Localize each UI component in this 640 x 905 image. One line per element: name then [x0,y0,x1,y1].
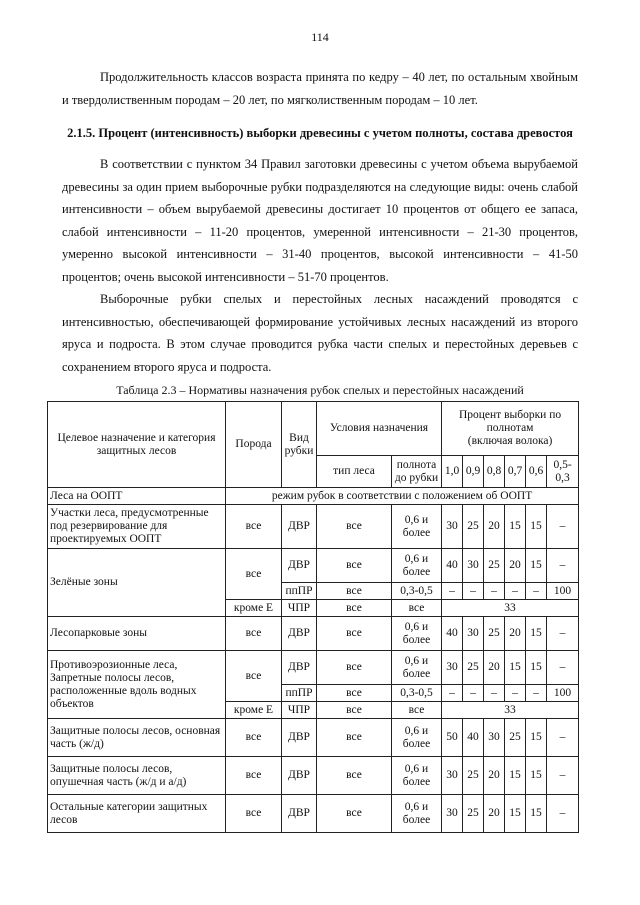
cell-species: все [226,795,282,833]
cell-forest-type: все [317,757,392,795]
cell-pct-merged: 33 [442,600,579,617]
cell-pct-merged: 33 [442,702,579,719]
cell-pct-08: 20 [484,757,505,795]
cell-density: 0,6 и более [392,651,442,685]
cell-pct-07: 20 [505,549,526,583]
row-label: Остальные категории защитных лесов [48,795,226,833]
row-green-1 [48,549,579,583]
row-label: Зелёные зоны [48,549,226,617]
header-forest-type: тип леса [317,456,392,488]
cell-pct-06: 15 [526,617,547,651]
cell-pct-06: 15 [526,757,547,795]
cell-cut-type: ДВР [282,549,317,583]
cell-cut-type: ппПР [282,685,317,702]
cell-pct-07: 15 [505,757,526,795]
cell-pct-10: 30 [442,505,463,549]
cell-pct-06: – [526,685,547,702]
cell-pct-08: 20 [484,795,505,833]
cell-pct-05: – [547,651,579,685]
cell-cut-type: ппПР [282,583,317,600]
cell-density: 0,6 и более [392,549,442,583]
cell-cut-type: ЧПР [282,702,317,719]
cell-cut-type: ДВР [282,651,317,685]
cell-species: все [226,505,282,549]
cell-pct-05: – [547,549,579,583]
row-label: Лесопарковые зоны [48,617,226,651]
cell-pct-08: 25 [484,549,505,583]
cell-density: 0,6 и более [392,757,442,795]
cell-cut-type: ЧПР [282,600,317,617]
cell-forest-type: все [317,549,392,583]
cell-cut-type: ДВР [282,795,317,833]
header-density-09: 0,9 [463,456,484,488]
row-label: Участки леса, предусмотренные под резервирование для проектируемых ООПТ [48,505,226,549]
header-percent [442,402,579,456]
header-density-07: 0,7 [505,456,526,488]
table-header-row [48,402,579,456]
header-percent-title: Процент выборки по полнотам [458,409,562,434]
cell-density: 0,6 и более [392,795,442,833]
header-density-05: 0,5-0,3 [547,456,579,488]
row-rail [48,719,579,757]
cell-pct-05: 100 [547,685,579,702]
cell-cut-type: ДВР [282,505,317,549]
row-label: Леса на ООПТ [48,488,226,505]
cell-pct-09: 30 [463,549,484,583]
cell-density: 0,3-0,5 [392,583,442,600]
cell-pct-08: 20 [484,505,505,549]
cell-pct-05: – [547,757,579,795]
cell-species: все [226,617,282,651]
cell-forest-type: все [317,702,392,719]
paragraph-selective-cuts: Выборочные рубки спелых и перестойных лесных насаждений проводятся с интенсивностью, обеспечивающей формирование устойчивых лесных насаждений из второго яруса и подроста. В этом случае проводится рубка части спелых и перестойных деревьев с сохранением второго яруса и подроста. [62,292,578,374]
cell-pct-05: – [547,719,579,757]
cell-pct-07: 15 [505,795,526,833]
row-label: Защитные полосы лесов, основная часть (ж/д) [48,719,226,757]
cell-pct-06: 15 [526,505,547,549]
cell-forest-type: все [317,600,392,617]
cell-cut-type: ДВР [282,617,317,651]
cell-pct-06: 15 [526,651,547,685]
cell-species: все [226,549,282,600]
page-number: 114 [311,30,329,44]
row-edge [48,757,579,795]
cell-pct-09: 30 [463,617,484,651]
cell-pct-07: 20 [505,617,526,651]
cell-pct-08: 25 [484,617,505,651]
cell-pct-05: – [547,795,579,833]
paragraph-cut-types: В соответствии с пунктом 34 Правил заготовки древесины с учетом объема вырубаемой древесины за один прием выборочные рубки подразделяются на следующие виды: очень слабой интенсивности – объем вырубаемой древесины достигает 10 процентов от общего ее запаса, слабой интенсивности – 11-20 процентов, умеренной интенсивности – 21-30 процентов, умеренно высокой интенсивности – 31-40 процентов, высокой интенсивности – 41-50 процентов; очень высокой интенсивности – 51-70 процентов. [62,157,578,284]
cell-density: 0,6 и более [392,505,442,549]
cell-pct-10: 30 [442,795,463,833]
cell-pct-07: 15 [505,651,526,685]
cell-pct-09: 25 [463,757,484,795]
cell-pct-07: 25 [505,719,526,757]
cell-pct-10: 40 [442,617,463,651]
header-density-10: 1,0 [442,456,463,488]
cell-pct-08: 30 [484,719,505,757]
header-density-08: 0,8 [484,456,505,488]
row-oopt-regime: режим рубок в соответствии с положением об ООПТ [226,488,579,505]
header-percent-note: (включая волока) [467,435,553,447]
cell-pct-06: 15 [526,795,547,833]
cell-pct-10: 30 [442,757,463,795]
cell-pct-06: – [526,583,547,600]
header-density: полнота до рубки [392,456,442,488]
cell-pct-05: – [547,617,579,651]
row-oopt [48,488,579,505]
cell-pct-09: 25 [463,505,484,549]
cell-pct-10: 50 [442,719,463,757]
row-reserve [48,505,579,549]
cell-pct-10: – [442,685,463,702]
cell-pct-07: 15 [505,505,526,549]
cell-species: кроме Е [226,702,282,719]
cell-pct-09: 40 [463,719,484,757]
cell-forest-type: все [317,685,392,702]
cell-density: 0,6 и более [392,617,442,651]
cell-forest-type: все [317,583,392,600]
cell-pct-09: 25 [463,651,484,685]
cell-pct-08: – [484,583,505,600]
cell-pct-08: – [484,685,505,702]
header-conditions: Условия назначения [317,402,442,456]
cell-cut-type: ДВР [282,719,317,757]
row-label: Защитные полосы лесов, опушечная часть (ж/д и а/д) [48,757,226,795]
cell-pct-06: 15 [526,719,547,757]
cell-pct-10: – [442,583,463,600]
cell-pct-07: – [505,685,526,702]
row-park [48,617,579,651]
cell-density: все [392,702,442,719]
cell-density: 0,3-0,5 [392,685,442,702]
cell-pct-10: 30 [442,651,463,685]
cell-pct-05: 100 [547,583,579,600]
cell-species: кроме Е [226,600,282,617]
cell-pct-09: – [463,685,484,702]
cell-pct-09: 25 [463,795,484,833]
header-cut-type: Вид рубки [282,402,317,488]
cell-pct-05: – [547,505,579,549]
cell-forest-type: все [317,651,392,685]
row-erosion-1 [48,651,579,685]
cell-pct-07: – [505,583,526,600]
cell-forest-type: все [317,719,392,757]
row-other [48,795,579,833]
cell-forest-type: все [317,505,392,549]
cell-cut-type: ДВР [282,757,317,795]
norms-table [47,401,579,833]
paragraph-age-classes: Продолжительность классов возраста принята по кедру – 40 лет, по остальным хвойным и твердолиственным породам – 20 лет, по мягколиственным породам – 10 лет. [62,70,578,107]
section-heading: 2.1.5. Процент (интенсивность) выборки древесины с учетом полноты, состава древостоя [67,126,573,140]
header-species: Порода [226,402,282,488]
cell-forest-type: все [317,617,392,651]
cell-pct-06: 15 [526,549,547,583]
cell-pct-09: – [463,583,484,600]
header-density-06: 0,6 [526,456,547,488]
cell-species: все [226,651,282,702]
header-purpose: Целевое назначение и категория защитных лесов [48,402,226,488]
cell-pct-08: 20 [484,651,505,685]
cell-density: 0,6 и более [392,719,442,757]
cell-pct-10: 40 [442,549,463,583]
cell-species: все [226,757,282,795]
row-label: Противоэрозионные леса, Запретные полосы лесов, расположенные вдоль водных объектов [48,651,226,719]
cell-density: все [392,600,442,617]
cell-forest-type: все [317,795,392,833]
cell-species: все [226,719,282,757]
table-caption: Таблица 2.3 – Нормативы назначения рубок спелых и перестойных насаждений [116,383,524,397]
